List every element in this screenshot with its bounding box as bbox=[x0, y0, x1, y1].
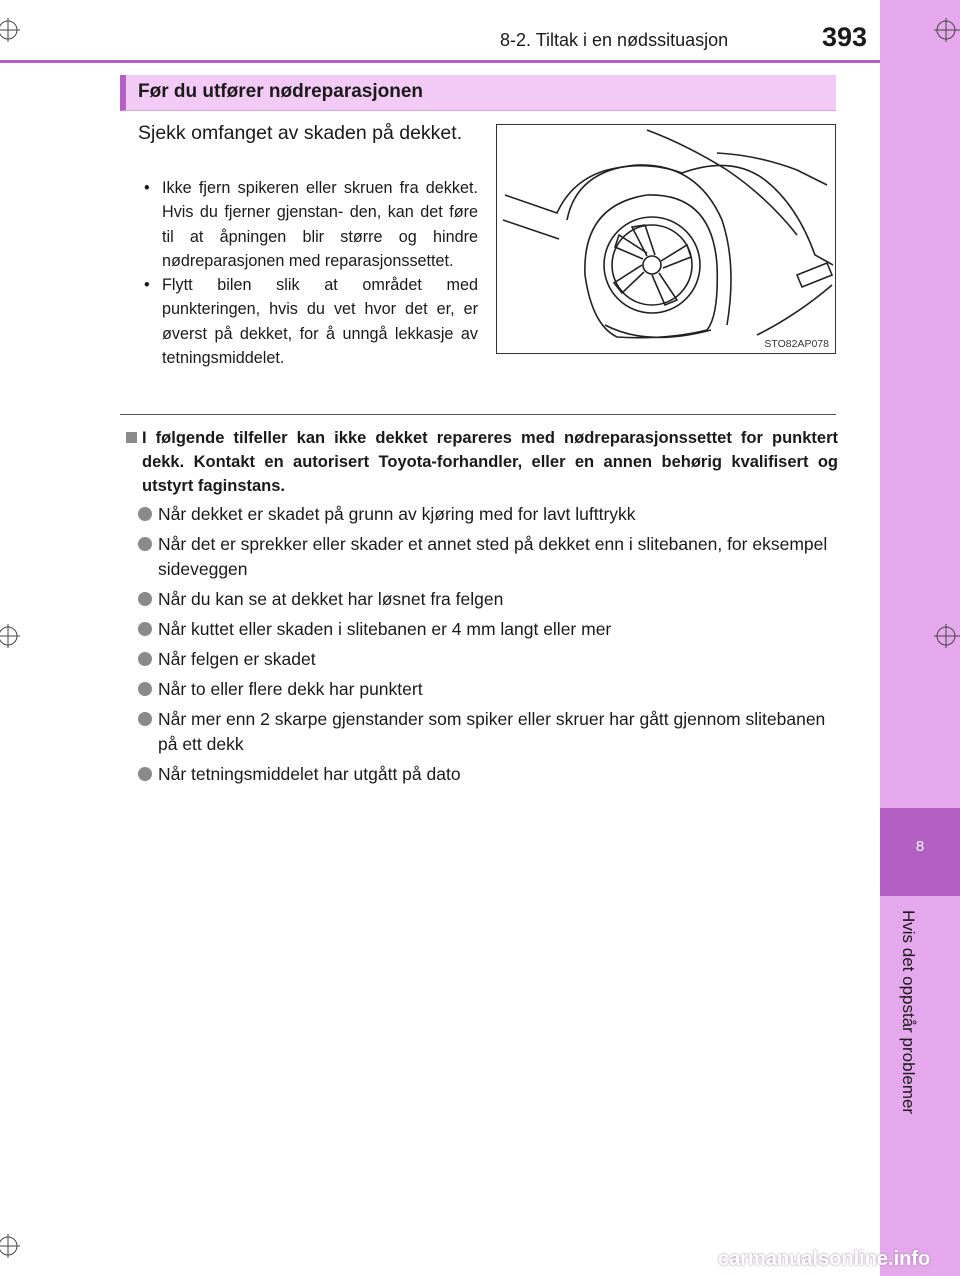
chapter-number: 8 bbox=[915, 838, 925, 855]
instruction-text: Ikke fjern spikeren eller skruen fra dekket. Hvis du fjerner gjenstan- den, kan det føre til at åpningen blir større og hindre nødreparasjonen med reparasjonssettet. bbox=[162, 179, 478, 270]
watermark: carmanualsonline.info bbox=[718, 1248, 931, 1270]
bullet-dot: • bbox=[144, 276, 150, 295]
condition-text: Når dekket er skadet på grunn av kjøring med for lavt lufttrykk bbox=[158, 504, 636, 524]
condition-text: Når to eller flere dekk har punktert bbox=[158, 679, 423, 699]
condition-text: Når kuttet eller skaden i slitebanen er 4 mm langt eller mer bbox=[158, 619, 612, 639]
instruction-text: Flytt bilen slik at området med punkteringen, hvis du vet hvor det er, er øverst på dekket, for å unngå lekkasje av tetningsmiddelet. bbox=[162, 276, 478, 368]
intro-text: Sjekk omfanget av skaden på dekket. bbox=[138, 122, 463, 144]
condition-text: Når det er sprekker eller skader et annet sted på dekket enn i slitebanen, for eksempel sideveggen bbox=[158, 534, 828, 579]
section-heading-text: Før du utfører nødreparasjonen bbox=[138, 81, 424, 102]
chapter-title: Hvis det oppstår problemer bbox=[899, 910, 918, 1115]
condition-text: Når felgen er skadet bbox=[158, 649, 316, 669]
running-header: 8-2. Tiltak i en nødssituasjon bbox=[500, 30, 729, 50]
bullet-dot: • bbox=[144, 179, 150, 197]
page-number: 393 bbox=[822, 22, 868, 52]
condition-text: Når mer enn 2 skarpe gjenstander som spiker eller skruer har gått gjennom slitebanen på ett dekk bbox=[158, 709, 826, 754]
condition-text: Når tetningsmiddelet har utgått på dato bbox=[158, 764, 461, 784]
note-heading-text: I følgende tilfeller kan ikke dekket repareres med nødreparasjonssettet for punktert dekk. Kontakt en autorisert Toyota-forhandler, eller en annen behørig kvalifisert og utstyrt faginstans. bbox=[142, 429, 838, 495]
figure-code: STO82AP078 bbox=[764, 338, 829, 350]
condition-text: Når du kan se at dekket har løsnet fra felgen bbox=[158, 589, 504, 609]
